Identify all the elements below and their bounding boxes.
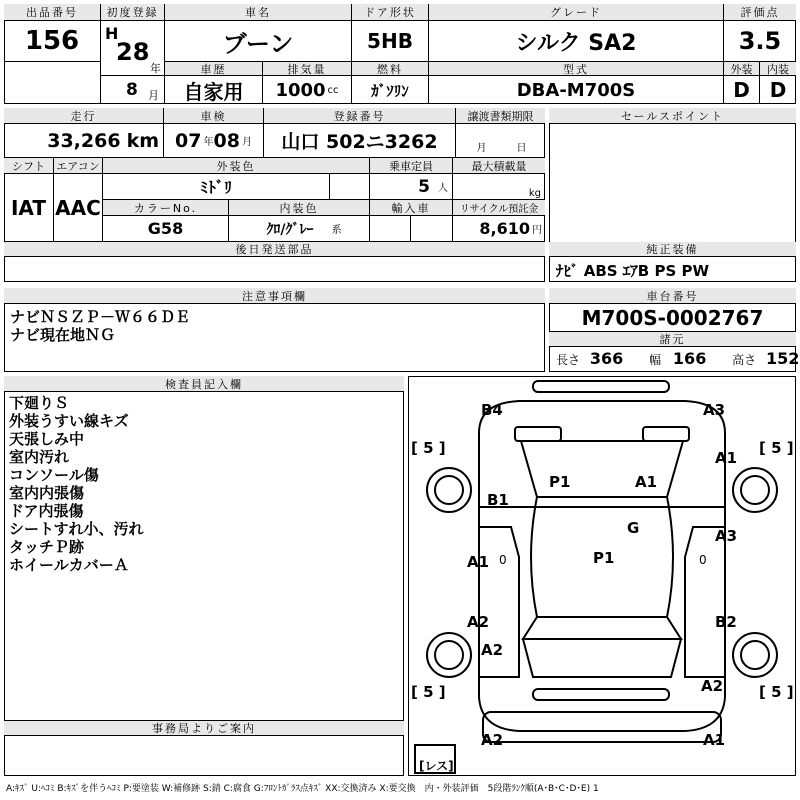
ext-score: D xyxy=(724,76,760,104)
width: 166 xyxy=(672,349,707,368)
color-no: G58 xyxy=(103,216,229,242)
spare: レス xyxy=(424,759,449,773)
yen-unit: 円 xyxy=(532,225,542,236)
tire-fr: 5 xyxy=(771,439,782,457)
model-label: 型式 xyxy=(429,62,724,76)
displacement-cell xyxy=(263,76,352,104)
door-label: ドア形状 xyxy=(352,4,429,21)
tsuki-unit: 月 xyxy=(241,137,252,148)
dims-row xyxy=(556,349,799,368)
tire-fl: 5 xyxy=(423,439,434,457)
grade: シルク SA2 xyxy=(429,21,724,62)
color-cell xyxy=(103,174,330,200)
transfer-label: 譲渡書類期限 xyxy=(456,108,545,124)
month-unit: 月 xyxy=(148,89,159,102)
mark-a1-left: A1 xyxy=(467,553,490,571)
inspector-line: 外装うすい線キズ xyxy=(9,412,129,430)
transfer-cell xyxy=(456,124,545,158)
recycle: 8,610 xyxy=(479,219,530,238)
color-no-label: カラーNo. xyxy=(103,200,229,216)
inspector-line: 室内汚れ xyxy=(9,448,70,466)
mark-p1-center: P1 xyxy=(593,549,615,567)
note-line: ナビ現在地ＮＧ xyxy=(10,326,116,344)
inspector-label: 検査員記入欄 xyxy=(4,376,404,392)
transfer-month: 月 xyxy=(476,143,487,154)
interior-label: 内装色 xyxy=(229,200,370,216)
mark-a1-roof: A1 xyxy=(635,473,658,491)
door-type: 5HB xyxy=(352,21,429,62)
first-reg-label: 初度登録 xyxy=(101,4,165,21)
width-label: 幅 xyxy=(649,353,662,367)
spare-label: [レス] xyxy=(419,759,454,773)
chassis-label: 車台番号 xyxy=(549,288,796,304)
inspector-line: シートすれ小、汚れ xyxy=(9,520,144,538)
lot-label: 出品番号 xyxy=(4,4,101,21)
length-label: 長さ xyxy=(556,353,581,367)
transfer-day: 日 xyxy=(516,143,527,154)
equip-label: 純正装備 xyxy=(549,242,796,257)
tire-rl-bracket: [ 5 ] xyxy=(411,683,446,701)
ac-label: エアコン xyxy=(54,158,103,174)
capacity: 5 xyxy=(418,176,430,197)
mark-a2-bottom: A2 xyxy=(481,731,504,749)
interior: ｸﾛ/ｸﾞﾚｰ xyxy=(266,221,314,238)
int-score: D xyxy=(769,78,787,102)
import-label: 輸入車 xyxy=(370,200,453,216)
km-unit: km xyxy=(126,129,159,152)
era: H xyxy=(105,24,119,43)
mark-b4: B4 xyxy=(481,401,503,419)
int-label: 内装 xyxy=(760,62,796,76)
cc-unit: cc xyxy=(327,84,339,96)
height: 152 xyxy=(766,349,800,368)
lot-empty xyxy=(4,62,101,104)
reg-year: 28 xyxy=(116,38,150,66)
inspector-line: ホイールカバーＡ xyxy=(9,556,129,574)
notes-list xyxy=(10,308,190,344)
fuel: ｶﾞｿﾘﾝ xyxy=(352,76,429,104)
car-outline-svg xyxy=(409,377,795,775)
inspector-line: 下廻りＳ xyxy=(9,394,70,412)
mileage: 33,266 xyxy=(47,129,121,152)
displacement: 1000 xyxy=(275,79,326,101)
mileage-cell xyxy=(4,124,164,158)
insp-year: 07 xyxy=(175,129,202,152)
mark-a2-left-low: A2 xyxy=(481,641,504,659)
shift: IAT xyxy=(4,174,54,242)
grade-label: グレード xyxy=(429,4,724,21)
history: 自家用 xyxy=(165,76,263,104)
mark-b2-right: B2 xyxy=(715,613,737,631)
plate-label: 登録番号 xyxy=(264,108,456,124)
kg-unit: kg xyxy=(528,188,541,199)
tire-rl: 5 xyxy=(423,683,434,701)
inspector-line: 天張しみ中 xyxy=(9,430,85,448)
mark-a1-bottom: A1 xyxy=(703,731,726,749)
kei-unit: 系 xyxy=(331,225,342,236)
capacity-label: 乗車定員 xyxy=(370,158,453,174)
length: 366 xyxy=(589,349,624,368)
nen-unit: 年 xyxy=(203,137,214,148)
plate-number: 山口 502ニ3262 xyxy=(264,124,456,158)
mark-g: G xyxy=(627,519,640,537)
score: 3.5 xyxy=(724,21,796,62)
mark-a1-right-top: A1 xyxy=(715,449,738,467)
person-unit: 人 xyxy=(438,183,448,194)
note-line: ナビＮＳＺＰ－Ｗ６６ＤＥ xyxy=(10,308,191,326)
shift-label: シフト xyxy=(4,158,54,174)
tire-rr-bracket: [ 5 ] xyxy=(759,683,794,701)
car-diagram xyxy=(408,376,796,776)
capacity-cell xyxy=(370,174,453,200)
tire-rr: 5 xyxy=(771,683,782,701)
inspection-cell xyxy=(164,124,264,158)
car-name-label: 車名 xyxy=(165,4,352,21)
notes-label: 注意事項欄 xyxy=(4,288,545,304)
ext-label: 外装 xyxy=(724,62,760,76)
year-unit: 年 xyxy=(150,62,161,75)
lot-number: 156 xyxy=(4,21,101,62)
chassis-number: M700S-0002767 xyxy=(549,304,796,332)
displacement-label: 排気量 xyxy=(263,62,352,76)
tire-fl-bracket: [ 5 ] xyxy=(411,439,446,457)
inspector-line: コンソール傷 xyxy=(9,466,99,484)
tire-fr-bracket: [ 5 ] xyxy=(759,439,794,457)
dims-label: 諸元 xyxy=(549,332,796,347)
mark-zero-left: 0 xyxy=(499,553,507,567)
mark-p1-roof: P1 xyxy=(549,473,571,491)
load-label: 最大積載量 xyxy=(453,158,545,174)
load-cell xyxy=(453,174,545,200)
mark-a2-left: A2 xyxy=(467,613,490,631)
legend: A:ｷｽﾞ U:ﾍｺﾐ B:ｷｽﾞを伴うﾍｺﾐ P:要塗装 W:補修跡 S:錆 C:腐食 G:ﾌﾛﾝﾄｶﾞﾗｽ点ｷｽﾞ XX:交換済み X:要交換 内・外装評価 5段階ﾗﾝｸ順(A･B･C･D･E) 1 xyxy=(6,784,599,794)
inspector-line: タッチＰ跡 xyxy=(9,538,85,556)
inspector-line: ドア内張傷 xyxy=(9,502,84,520)
interior-cell xyxy=(229,216,370,242)
car-name: ブーン xyxy=(165,21,352,62)
ac: AAC xyxy=(54,174,103,242)
mileage-label: 走行 xyxy=(4,108,164,124)
model: DBA-M700S xyxy=(429,76,724,104)
recycle-cell xyxy=(453,216,545,242)
sales-label: セールスポイント xyxy=(549,108,796,124)
mark-a3-right: A3 xyxy=(715,527,738,545)
color-label: 外装色 xyxy=(103,158,370,174)
import-b xyxy=(411,216,453,242)
inspector-list xyxy=(9,394,144,574)
equipment: ﾅﾋﾞ ABS ｴｱB PS PW xyxy=(556,262,710,280)
mark-a3-top: A3 xyxy=(703,401,726,419)
later-parts-label: 後日発送部品 xyxy=(4,242,545,257)
reg-month: 8 xyxy=(126,80,138,100)
insp-month: 08 xyxy=(213,129,240,152)
history-label: 車歴 xyxy=(165,62,263,76)
color: ﾐﾄﾞﾘ xyxy=(199,178,232,197)
recycle-label: リサイクル預託金 xyxy=(453,200,545,216)
office-label: 事務局よりご案内 xyxy=(4,720,404,736)
mark-a2-right-low: A2 xyxy=(701,677,724,695)
fuel-label: 燃料 xyxy=(352,62,429,76)
inspection-label: 車検 xyxy=(164,108,264,124)
height-label: 高さ xyxy=(732,353,757,367)
score-label: 評価点 xyxy=(724,4,796,21)
mark-zero-right: 0 xyxy=(699,553,707,567)
color-extra xyxy=(330,174,370,200)
import-a xyxy=(370,216,411,242)
inspector-line: 室内内張傷 xyxy=(9,484,85,502)
mark-b1-left: B1 xyxy=(487,491,509,509)
